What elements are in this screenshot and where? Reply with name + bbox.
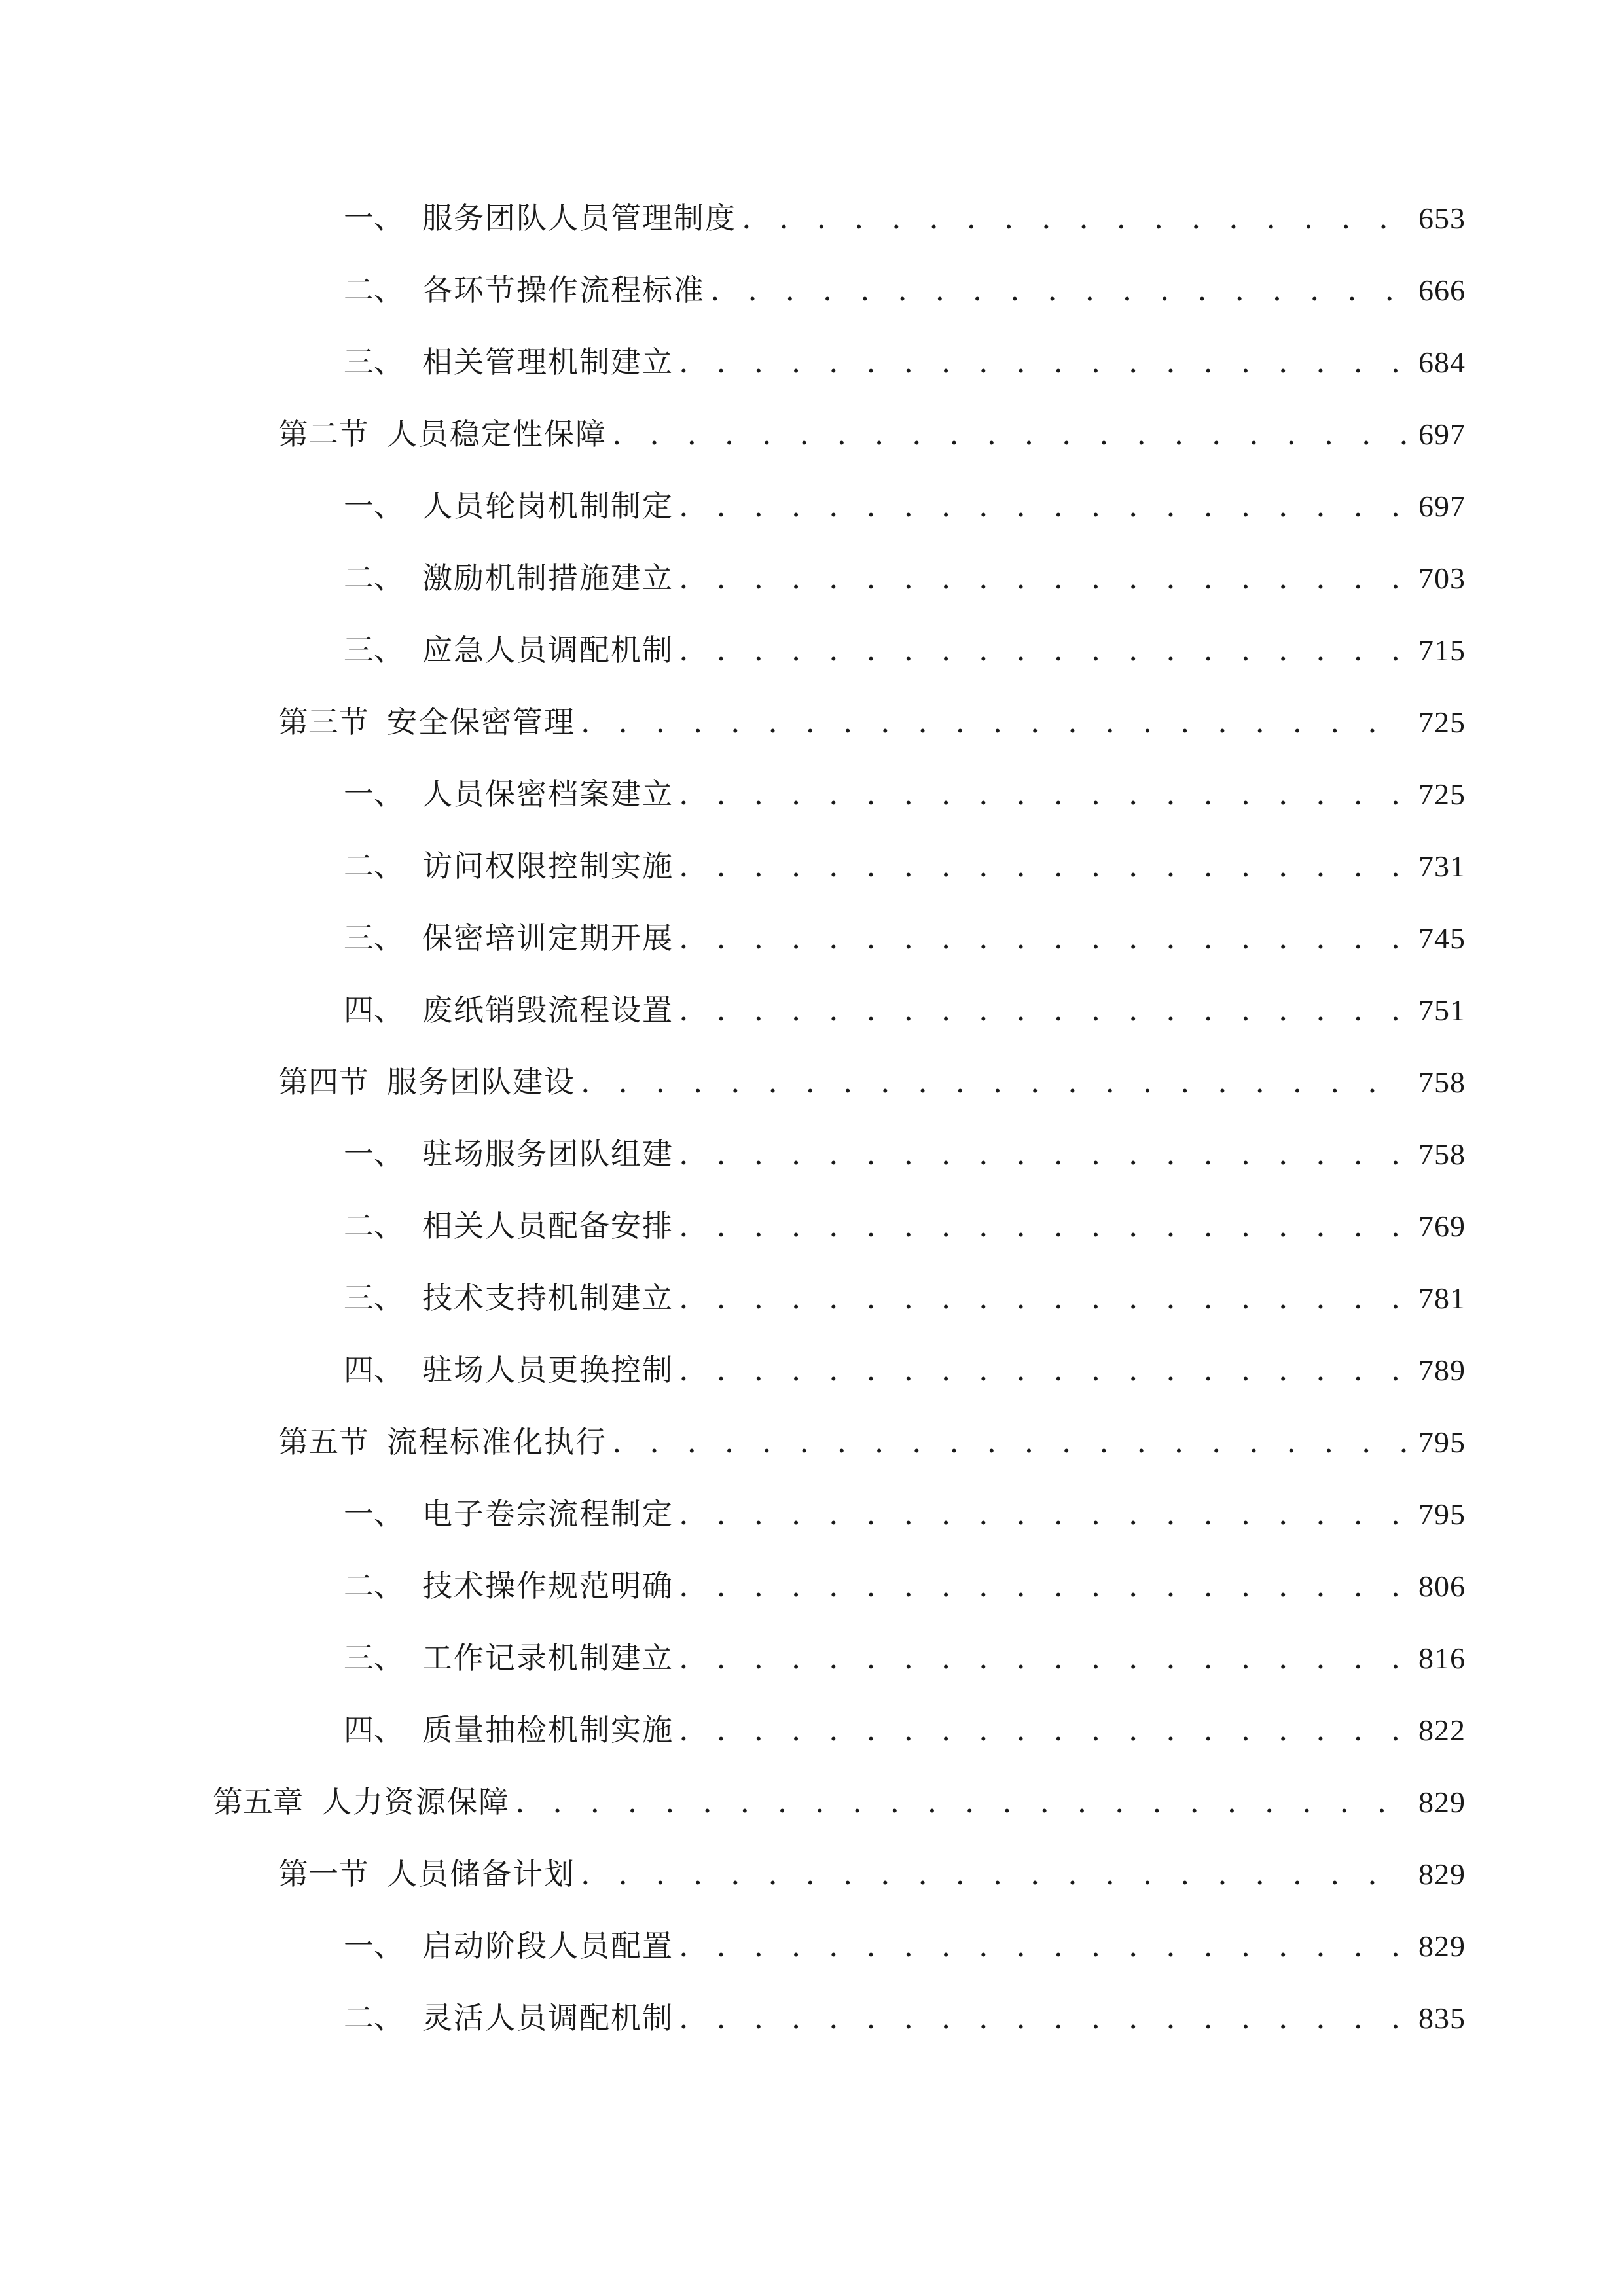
toc-entry[interactable] — [0, 1270, 1624, 1342]
toc-number: 第三节 — [278, 707, 369, 738]
toc-page-number: 703 — [1418, 563, 1466, 594]
toc-entry[interactable] — [0, 1486, 1624, 1558]
toc-title: 驻场服务团队组建 — [422, 1139, 674, 1170]
toc-title: 驻场人员更换控制 — [422, 1355, 674, 1386]
toc-title: 保密培训定期开展 — [422, 923, 674, 954]
toc-title: 启动阶段人员配置 — [422, 1931, 674, 1962]
toc-title: 流程标准化执行 — [387, 1427, 607, 1458]
toc-entry[interactable] — [0, 262, 1624, 334]
toc-entry[interactable] — [0, 1774, 1624, 1846]
toc-entry[interactable] — [0, 1702, 1624, 1774]
toc-leader-dots — [612, 419, 1407, 449]
toc-leader-dots — [612, 1427, 1407, 1457]
toc-leader-dots — [679, 779, 1407, 809]
toc-leader-dots — [679, 2003, 1407, 2033]
toc-title: 废纸销毁流程设置 — [422, 995, 674, 1026]
toc-entry[interactable] — [0, 766, 1624, 838]
toc-number: 一、 — [344, 1139, 404, 1170]
toc-number: 一、 — [344, 491, 404, 522]
toc-title: 人员储备计划 — [387, 1859, 575, 1890]
toc-entry[interactable] — [0, 694, 1624, 766]
toc-page-number: 789 — [1418, 1355, 1466, 1386]
toc-page-number: 731 — [1418, 851, 1466, 882]
toc-leader-dots — [679, 1283, 1407, 1313]
toc-number: 一、 — [344, 203, 404, 234]
toc-leader-dots — [515, 1787, 1407, 1817]
toc-leader-dots — [679, 563, 1407, 593]
toc-page-number: 781 — [1418, 1283, 1466, 1314]
toc-leader-dots — [679, 1139, 1407, 1169]
toc-page-number: 758 — [1418, 1139, 1466, 1170]
toc-entry[interactable] — [0, 1342, 1624, 1414]
toc-title: 人员稳定性保障 — [387, 419, 607, 450]
toc-page-number: 835 — [1418, 2003, 1466, 2034]
toc-entry[interactable] — [0, 910, 1624, 982]
toc-title: 人员保密档案建立 — [422, 779, 674, 810]
toc-entry[interactable] — [0, 1126, 1624, 1198]
toc-entry[interactable] — [0, 1558, 1624, 1630]
toc-leader-dots — [679, 1931, 1407, 1961]
toc-page-number: 829 — [1418, 1787, 1466, 1818]
toc-leader-dots — [679, 1355, 1407, 1385]
toc-entry[interactable] — [0, 1630, 1624, 1702]
toc-entry[interactable] — [0, 622, 1624, 694]
toc-leader-dots — [581, 707, 1407, 737]
toc-title: 电子卷宗流程制定 — [422, 1499, 674, 1530]
toc-number: 三、 — [344, 923, 404, 954]
toc-entry[interactable] — [0, 334, 1624, 406]
toc-title: 灵活人员调配机制 — [422, 2003, 674, 2034]
toc-entry[interactable] — [0, 478, 1624, 550]
toc-number: 三、 — [344, 1643, 404, 1674]
toc-page-number: 795 — [1418, 1427, 1466, 1458]
toc-page-number: 697 — [1418, 419, 1466, 450]
toc-leader-dots — [710, 275, 1407, 305]
toc-page-number: 829 — [1418, 1859, 1466, 1890]
toc-page-number: 745 — [1418, 923, 1466, 954]
toc-title: 访问权限控制实施 — [422, 851, 674, 882]
toc-title: 工作记录机制建立 — [422, 1643, 674, 1674]
toc-number: 二、 — [344, 851, 404, 882]
toc-leader-dots — [679, 1643, 1407, 1673]
toc-entry[interactable] — [0, 406, 1624, 478]
toc-entry[interactable] — [0, 1846, 1624, 1918]
toc-number: 一、 — [344, 779, 404, 810]
toc-leader-dots — [679, 347, 1407, 377]
toc-number: 一、 — [344, 1931, 404, 1962]
toc-number: 第五章 — [213, 1787, 303, 1818]
toc-page-number: 795 — [1418, 1499, 1466, 1530]
toc-title: 技术支持机制建立 — [422, 1283, 674, 1314]
toc-number: 第五节 — [278, 1427, 369, 1458]
toc-number: 三、 — [344, 347, 404, 378]
toc-page-number: 715 — [1418, 635, 1466, 666]
toc-number: 第二节 — [278, 419, 369, 450]
toc-page-number: 769 — [1418, 1211, 1466, 1242]
toc-leader-dots — [679, 851, 1407, 881]
toc-title: 相关人员配备安排 — [422, 1211, 674, 1242]
toc-page-number: 653 — [1418, 203, 1466, 234]
toc-page-number: 751 — [1418, 995, 1466, 1026]
toc-title: 质量抽检机制实施 — [422, 1715, 674, 1746]
toc-leader-dots — [581, 1859, 1407, 1889]
toc-entry[interactable] — [0, 550, 1624, 622]
toc-page-number: 822 — [1418, 1715, 1466, 1746]
toc-number: 二、 — [344, 563, 404, 594]
toc-leader-dots — [679, 995, 1407, 1025]
toc-page-number: 697 — [1418, 491, 1466, 522]
toc-leader-dots — [679, 1571, 1407, 1601]
toc-number: 三、 — [344, 1283, 404, 1314]
toc-title: 服务团队人员管理制度 — [422, 203, 736, 234]
toc-page-number: 725 — [1418, 779, 1466, 810]
toc-title: 人员轮岗机制制定 — [422, 491, 674, 522]
toc-page-number: 816 — [1418, 1643, 1466, 1674]
toc-title: 激励机制措施建立 — [422, 563, 674, 594]
toc-title: 各环节操作流程标准 — [422, 275, 705, 306]
toc-number: 四、 — [344, 1715, 404, 1746]
toc-number: 第一节 — [278, 1859, 369, 1890]
toc-leader-dots — [581, 1067, 1407, 1097]
toc-entry[interactable] — [0, 838, 1624, 910]
toc-leader-dots — [679, 1211, 1407, 1241]
table-of-contents — [0, 190, 1624, 2062]
toc-number: 第四节 — [278, 1067, 369, 1098]
toc-entry[interactable] — [0, 1918, 1624, 1990]
toc-title: 安全保密管理 — [387, 707, 575, 738]
toc-number: 四、 — [344, 995, 404, 1026]
toc-number: 三、 — [344, 635, 404, 666]
toc-title: 技术操作规范明确 — [422, 1571, 674, 1602]
toc-entry[interactable] — [0, 1054, 1624, 1126]
toc-title: 相关管理机制建立 — [422, 347, 674, 378]
toc-leader-dots — [679, 1715, 1407, 1745]
toc-leader-dots — [742, 203, 1407, 233]
toc-number: 一、 — [344, 1499, 404, 1530]
toc-entry[interactable] — [0, 190, 1624, 262]
toc-number: 二、 — [344, 275, 404, 306]
toc-page-number: 725 — [1418, 707, 1466, 738]
toc-leader-dots — [679, 1499, 1407, 1529]
toc-page-number: 806 — [1418, 1571, 1466, 1602]
toc-title: 应急人员调配机制 — [422, 635, 674, 666]
toc-entry[interactable] — [0, 1990, 1624, 2062]
toc-number: 四、 — [344, 1355, 404, 1386]
toc-entry[interactable] — [0, 1414, 1624, 1486]
toc-leader-dots — [679, 923, 1407, 953]
toc-entry[interactable] — [0, 982, 1624, 1054]
toc-title: 人力资源保障 — [321, 1787, 510, 1818]
toc-leader-dots — [679, 635, 1407, 665]
toc-entry[interactable] — [0, 1198, 1624, 1270]
toc-title: 服务团队建设 — [387, 1067, 575, 1098]
toc-number: 二、 — [344, 1211, 404, 1242]
toc-page-number: 684 — [1418, 347, 1466, 378]
toc-number: 二、 — [344, 1571, 404, 1602]
toc-leader-dots — [679, 491, 1407, 521]
toc-page-number: 666 — [1418, 275, 1466, 306]
toc-page-number: 829 — [1418, 1931, 1466, 1962]
toc-page-number: 758 — [1418, 1067, 1466, 1098]
toc-number: 二、 — [344, 2003, 404, 2034]
